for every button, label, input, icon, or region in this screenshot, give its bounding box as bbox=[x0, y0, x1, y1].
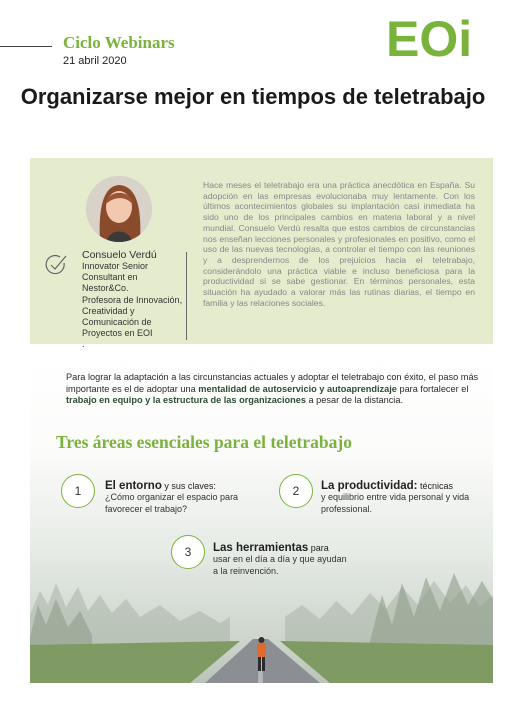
area-item bbox=[213, 542, 373, 577]
item-description: y equilibrio entre vida personal y vida professional. bbox=[321, 492, 470, 514]
date: 21 abril 2020 bbox=[63, 55, 127, 67]
para-highlight: mentalidad de autoservicio y autoaprendizaje bbox=[198, 383, 397, 394]
para-text: para fortalecer el bbox=[396, 383, 469, 394]
para-text: Para lograr la adaptación a las circunstancias actuales y adoptar el teletrabajo con éxito, el paso más importante es el de adoptar una bbox=[66, 372, 479, 394]
item-description: ¿Cómo organizar el espacio para favorecer el trabajo? bbox=[105, 492, 239, 514]
para-text: a pesar de la distancia. bbox=[305, 395, 404, 406]
para-highlight: trabajo en equipo y la estructura de las organizaciones bbox=[66, 395, 306, 406]
speaker-name: Consuelo Verdú bbox=[82, 249, 157, 261]
checkmark-icon bbox=[44, 253, 68, 277]
role-line: Consultant en Nestor&Co. bbox=[82, 272, 138, 294]
role-line: Proyectos en EOI bbox=[82, 328, 153, 339]
item-suffix: para bbox=[308, 543, 329, 553]
area-item bbox=[105, 480, 275, 515]
item-title: Las herramientas bbox=[213, 542, 309, 554]
speaker-role bbox=[82, 261, 186, 351]
item-title-row bbox=[321, 480, 491, 492]
page-title: Organizarse mejor en tiempos de teletrabajo bbox=[20, 84, 486, 109]
item-suffix: técnicas bbox=[417, 481, 454, 491]
role-line: Innovator Senior bbox=[82, 261, 149, 271]
area-item bbox=[321, 480, 491, 515]
speaker-photo bbox=[86, 176, 152, 242]
intro-paragraph bbox=[66, 372, 490, 407]
item-description: usar en el día a día y que ayudan a la reinvención. bbox=[213, 554, 347, 576]
item-title: La productividad: bbox=[321, 480, 418, 492]
profile-divider bbox=[186, 252, 187, 340]
logo-text: EOi bbox=[386, 12, 473, 62]
item-title-row bbox=[105, 480, 275, 492]
item-number-badge: 3 bbox=[171, 535, 205, 569]
item-number-badge: 2 bbox=[279, 474, 313, 508]
role-line: Comunicación de bbox=[82, 317, 152, 328]
eoi-logo bbox=[386, 12, 478, 62]
item-title: El entorno bbox=[105, 480, 162, 492]
item-title-row bbox=[213, 542, 373, 554]
intro-text: Hace meses el teletrabajo era una práctica anecdótica en España. Su adopción en las empresas evolucionaba muy lentamente. Con los últimos acontecimientos globales su implantación casi inmediata ha sido uno de los principales cambios en materia laboral y a nivel mundial. Consuelo Verdú resalta que estos cambios de circunstancias nos enseñan lecciones personales y profesionales en positivo, como el uso de las nuevas tecnologías, a controlar el tiempo con las reuniones y a desprendernos de los prejuicios hacia el teletrabajo, considerándolo una práctica viable e incluso beneficiosa para la productividad si se sabe gestionar. En términos personales, esta situación ha ayudado a valorar más las rutinas diarias, el tiempo en familia y las relaciones sociales. bbox=[203, 180, 475, 308]
role-line: Profesora de Innovación, bbox=[82, 294, 183, 305]
header-rule bbox=[0, 46, 52, 47]
item-suffix: y sus claves: bbox=[161, 481, 216, 491]
role-line: . bbox=[82, 339, 85, 350]
section-title: Tres áreas esenciales para el teletrabajo bbox=[56, 432, 352, 452]
item-number-badge: 1 bbox=[61, 474, 95, 508]
role-line: Creatividad y bbox=[82, 305, 135, 316]
series-title: Ciclo Webinars bbox=[63, 33, 175, 52]
